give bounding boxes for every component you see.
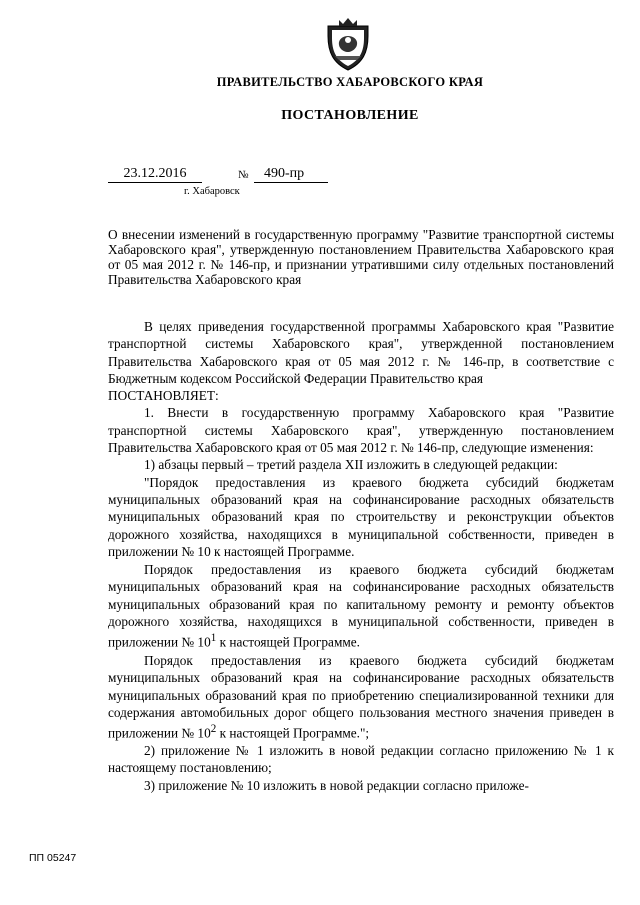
quote-2-tail: к настоящей Программе. [216, 634, 360, 650]
quote-3-text: Порядок предоставления из краевого бюджета субсидий бюджетам муниципальных образований края на софинансирование расходных обязательств муниципальных образований края по приобретению специализированной техники для содержания автомобильных дорог общего пользования местного значения приведен в приложении № 10 [108, 653, 614, 741]
document-type-title: ПОСТАНОВЛЕНИЕ [281, 108, 419, 123]
item-1-subitem-3: 3) приложение № 10 изложить в новой редакции согласно приложе- [144, 777, 529, 793]
coat-of-arms-icon [325, 16, 371, 72]
document-body [108, 318, 614, 794]
item-1-subitem-1: 1) абзацы первый – третий раздела XII изложить в следующей редакции: [144, 457, 558, 473]
document-code: ПП 05247 [29, 852, 77, 864]
document-city: г. Хабаровск [184, 186, 240, 197]
item-1-subitem-2: 2) приложение № 1 изложить в новой редакции согласно приложению № 1 к настоящему постановлению; [108, 742, 614, 776]
quote-3-superscript: 2 [210, 723, 217, 736]
quote-3-tail: к настоящей Программе."; [216, 725, 370, 741]
number-sign: № [238, 169, 249, 181]
document-number: 490-пр [254, 166, 328, 183]
item-1: 1. Внести в государственную программу Хабаровского края "Развитие транспортной системы Хабаровского края", утвержденную постановлением Правительства Хабаровского края от 05 мая 2012 г. № 146-пр, следующие изменения: [108, 405, 614, 456]
resolves-heading: ПОСТАНОВЛЯЕТ: [108, 388, 219, 404]
quote-2-text: Порядок предоставления из краевого бюджета субсидий бюджетам муниципальных образований края на софинансирование расходных обязательств муниципальных образований края по капитальному ремонту и ремонту объектов дорожного хозяйства, находящихся в муниципальной собственности, приведен в приложении № 10 [108, 562, 614, 650]
quote-paragraph-1: "Порядок предоставления из краевого бюджета субсидий бюджетам муниципальных образований края на софинансирование расходных обязательств муниципальных образований края по строительству и реконструкции объектов дорожного хозяйства, находящихся в муниципальной собственности, приведен в приложении № 10 к настоящей Программе. [108, 474, 614, 559]
quote-paragraph-2 [108, 561, 614, 651]
organization-title: ПРАВИТЕЛЬСТВО ХАБАРОВСКОГО КРАЯ [216, 75, 484, 89]
quote-2-superscript: 1 [210, 632, 217, 645]
intro-paragraph: В целях приведения государственной программы Хабаровского края "Развитие транспортной системы Хабаровского края", утвержденной постановлением Правительства Хабаровского края от 05 мая 2012 г. № 146-пр, в соответствие с Бюджетным кодексом Российской Федерации Правительство края [108, 319, 614, 386]
quote-paragraph-3 [108, 652, 614, 742]
date-number-line [108, 166, 338, 186]
document-date: 23.12.2016 [108, 166, 202, 183]
document-subject: О внесении изменений в государственную программу "Развитие транспортной системы Хабаровского края", утвержденную постановлением Правительства Хабаровского края от 05 мая 2012 г. № 146-пр, и признании утратившими силу отдельных постановлений Правительства Хабаровского края [108, 227, 614, 287]
